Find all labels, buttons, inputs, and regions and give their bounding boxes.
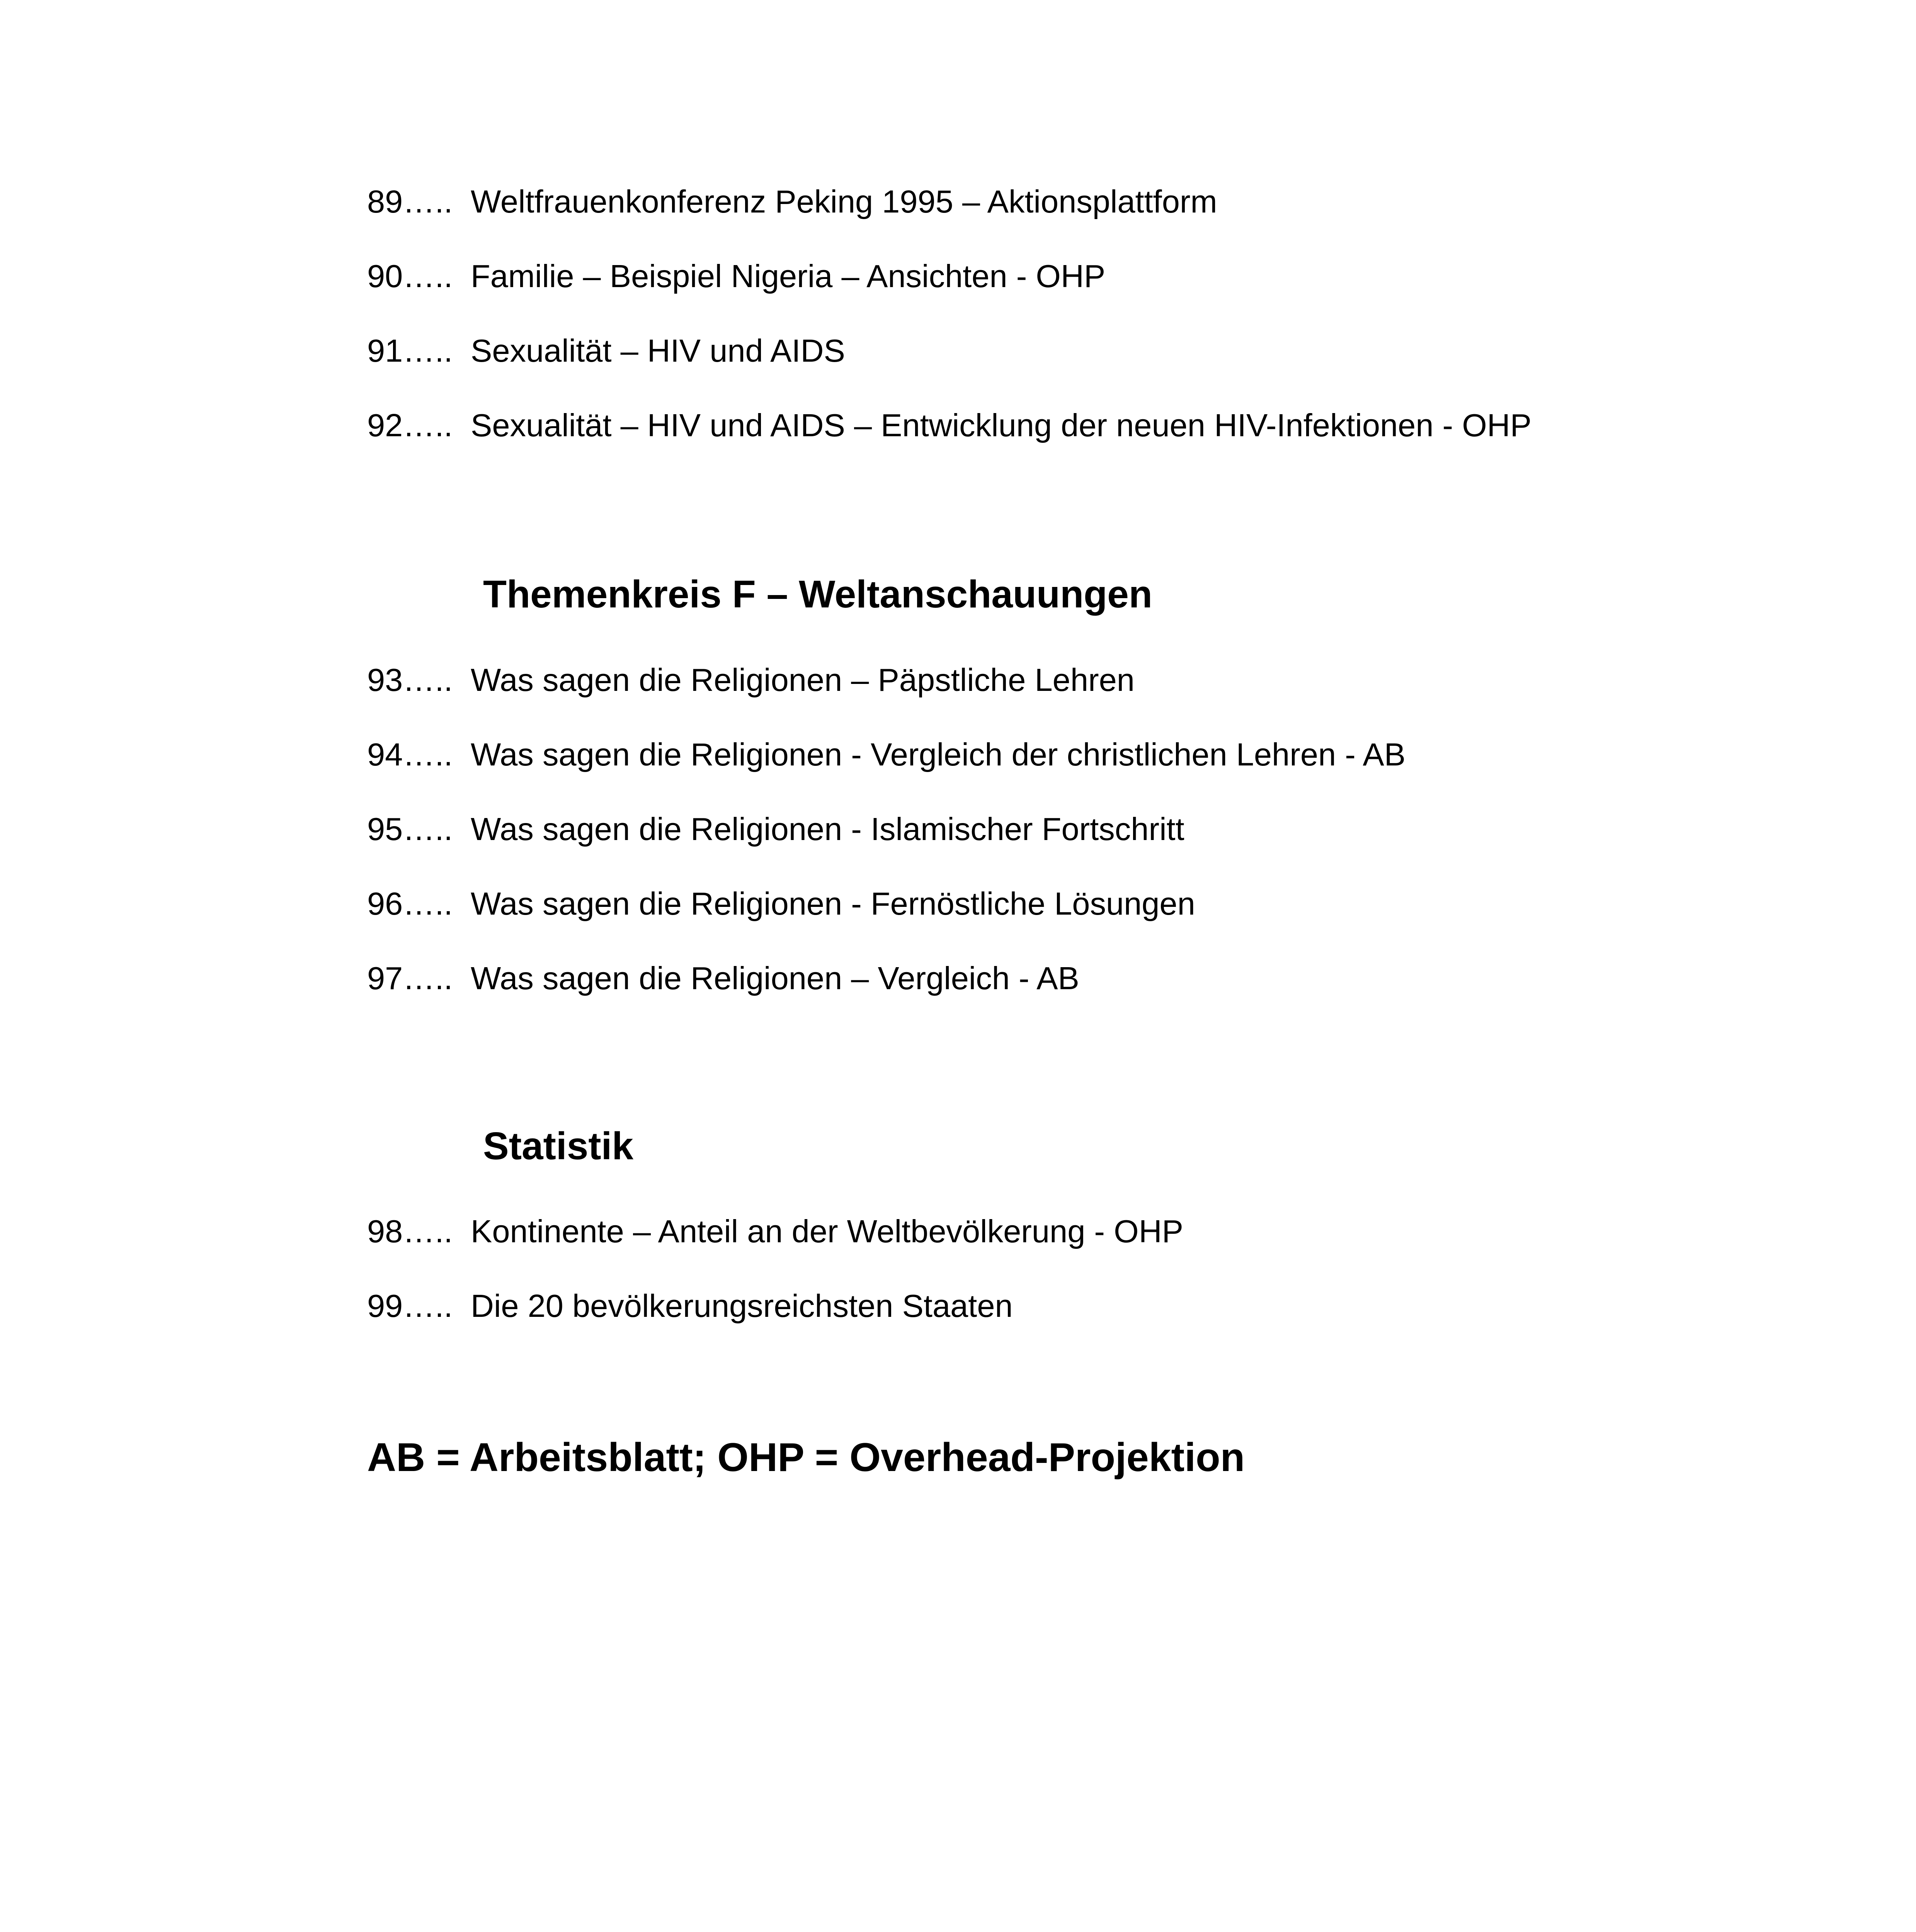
item-text: Weltfrauenkonferenz Peking 1995 – Aktionsplattform [471,184,1217,219]
item-text: Was sagen die Religionen – Päpstliche Lehren [471,662,1135,698]
item-text: Was sagen die Religionen - Islamischer Fortschritt [471,811,1184,847]
list-item [367,959,1079,998]
section-heading: Themenkreis F – Weltanschauungen [483,573,1152,616]
list-item [367,332,845,370]
item-number: 91….. [367,333,453,369]
list-item [367,182,1217,221]
item-text: Was sagen die Religionen - Fernöstliche Lösungen [471,886,1195,922]
item-number: 95….. [367,811,453,847]
item-number: 96….. [367,886,453,922]
list-item [367,257,1105,296]
list-item [367,406,1531,445]
list-item [367,810,1184,849]
abbreviation-legend: AB = Arbeitsblatt; OHP = Overhead-Projektion [367,1435,1245,1480]
list-item [367,1287,1013,1325]
list-item [367,735,1406,774]
item-number: 99….. [367,1288,453,1324]
item-text: Was sagen die Religionen – Vergleich - AB [471,960,1079,996]
list-item [367,1212,1183,1251]
item-number: 89….. [367,184,453,219]
list-item [367,661,1135,699]
item-text: Die 20 bevölkerungsreichsten Staaten [471,1288,1013,1324]
item-text: Was sagen die Religionen - Vergleich der christlichen Lehren - AB [471,736,1406,772]
item-text: Sexualität – HIV und AIDS [471,333,845,369]
item-number: 94….. [367,736,453,772]
item-text: Sexualität – HIV und AIDS – Entwicklung der neuen HIV-Infektionen - OHP [471,407,1532,443]
item-number: 98….. [367,1213,453,1249]
section-heading: Statistik [483,1124,634,1168]
item-text: Familie – Beispiel Nigeria – Ansichten - OHP [471,258,1106,294]
item-number: 97….. [367,960,453,996]
list-item [367,884,1195,923]
item-text: Kontinente – Anteil an der Weltbevölkerung - OHP [471,1213,1183,1249]
item-number: 93….. [367,662,453,698]
item-number: 90….. [367,258,453,294]
item-number: 92….. [367,407,453,443]
